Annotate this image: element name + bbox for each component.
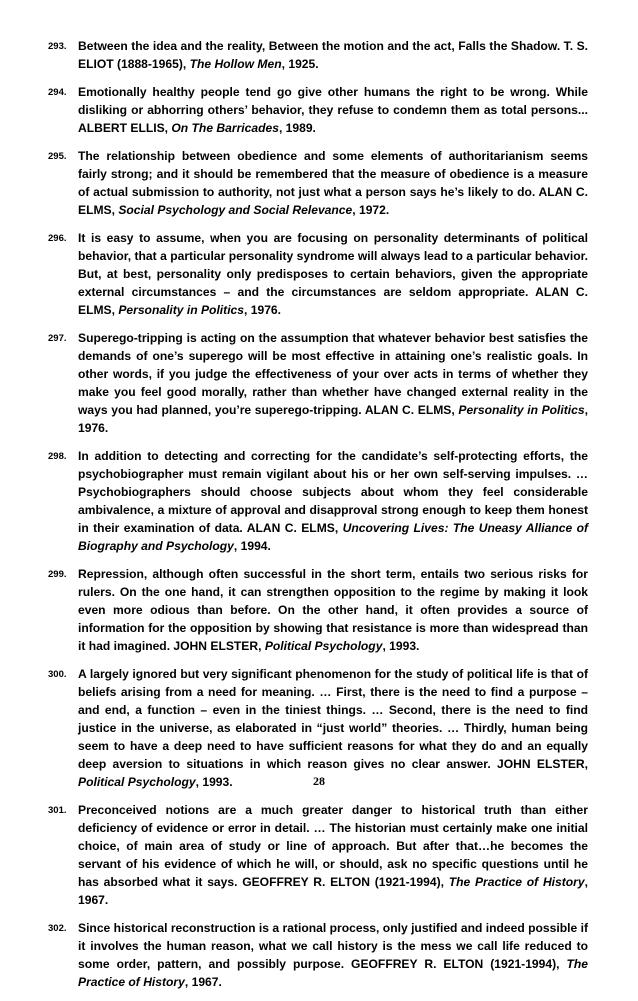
quote-year: , 1994. [233,539,271,553]
quote-entry-295 [48,147,588,219]
quote-entry-299 [48,565,588,655]
quote-entry-302 [48,919,588,991]
quote-text [78,565,588,655]
quote-text [78,665,588,791]
quote-number: 295. [48,151,67,162]
work-title: The Practice of History [448,875,585,889]
work-title: On The Barricades [171,121,279,135]
quote-body: Since historical reconstruction is a rational process, only justified and indeed possible if it involves the human reason, what we call history is the mess we call life reduced to some order, pattern, and possibly purpose. GEOFFREY R. ELTON (1921-1994), [78,921,588,971]
quote-number: 302. [48,923,67,934]
quote-body: A largely ignored but very significant phenomenon for the study of political life is that of beliefs arising from a need for meaning. … First, there is the need to find a purpose – and end, a function – even in the tiniest things. … Second, there is the need to find justice in the universe, as elaborated in “just world” theories. … Thirdly, human being seem to have a deep need to have sufficient reasons for what they do and an equally deep aversion to situations in which reason gives no clear answer. JOHN ELSTER, [78,667,588,771]
quote-text [78,83,588,137]
quote-text [78,801,588,909]
quote-entry-301 [48,801,588,909]
quote-text [78,37,588,73]
quote-year: , 1993. [195,775,233,789]
quote-number: 299. [48,569,67,580]
quote-year: , 1925. [281,57,319,71]
quote-entry-296 [48,229,588,319]
quote-number: 293. [48,41,67,52]
quote-body: Repression, although often successful in the short term, entails two serious risks for rulers. On the one hand, it can strengthen opposition to the regime by making it look even more odious than before. On the other hand, it often provides a source of information for the opposition by showing that resistance is more than widespread than it had imagined. JOHN ELSTER, [78,567,588,653]
quote-year: , 1972. [352,203,390,217]
work-title: Political Psychology [78,775,196,789]
quote-body: Emotionally healthy people tend go give other humans the right to be wrong. While disliking or abhorring others’ behavior, they refuse to condemn them as total persons... ALBERT ELLIS, [78,85,588,135]
quote-entry-300 [48,665,588,791]
work-title: Uncovering Lives: The Uneasy Alliance of Biography and Psychology [78,521,588,553]
work-title: The Hollow Men [189,57,282,71]
work-title: Personality in Politics [458,403,585,417]
work-title: Social Psychology and Social Relevance [118,203,353,217]
quote-entry-298 [48,447,588,555]
quote-entry-297 [48,329,588,437]
quote-body: Between the idea and the reality, Between the motion and the act, Falls the Shadow. T. S. ELIOT (1888-1965), [78,39,588,71]
quote-body: Superego-tripping is acting on the assumption that whatever behavior best satisfies the demands of one’s superego will be most effective in attaining one’s realistic goals. In other words, if you judge the effectiveness of your over acts in terms of whether they make you feel good morally, rather than whether have changed external reality in the ways you had planned, you’re superego-tripping. ALAN C. ELMS, [78,331,588,417]
quote-text [78,329,588,437]
page-number: 28 [313,774,325,788]
quote-body: The relationship between obedience and some elements of authoritarianism seems fairly strong; and it should be remembered that the measure of obedience is a measure of actual submission to authority, not just what a person says he’s likely to do. ALAN C. ELMS, [78,149,588,217]
work-title: Political Psychology [264,639,383,653]
quote-number: 300. [48,669,67,680]
quote-text [78,447,588,555]
quote-text [78,147,588,219]
quote-number: 294. [48,87,67,98]
quote-number: 297. [48,333,67,344]
quote-number: 301. [48,805,67,816]
quote-entry-294 [48,83,588,137]
work-title: The Practice of History [78,957,588,989]
quote-year: , 1976. [78,403,588,435]
quote-list [48,37,588,1001]
quote-text [78,919,588,991]
quote-entry-293 [48,37,588,73]
quote-year: , 1967. [78,875,588,907]
quote-year: , 1989. [278,121,316,135]
quote-body: Preconceived notions are a much greater danger to historical truth than either deficiency of evidence or error in detail. … The historian must certainly make one initial choice, of main area of study or line of approach. But after that…he becomes the servant of his evidence of which he will, or should, ask no specific questions until he has absorbed what it says. GEOFFREY R. ELTON (1921-1994), [78,803,588,889]
quote-body: It is easy to assume, when you are focusing on personality determinants of political behavior, that a particular personality syndrome will always lead to a particular behavior. But, at best, personality only predisposes to certain behaviors, given the appropriate external circumstances – and the circumstances are seldom appropriate. ALAN C. ELMS, [78,231,588,317]
quote-year: , 1976. [244,303,281,317]
quote-number: 298. [48,451,67,462]
quote-body: In addition to detecting and correcting for the candidate’s self-protecting efforts, the psychobiographer must remain vigilant about his or her own self-serving impulses. … Psychobiographers should choose subjects about whom they feel considerable ambivalence, a mixture of approval and disapproval strong enough to keep them honest in their examination of data. ALAN C. ELMS, [78,449,588,535]
work-title: Personality in Politics [118,303,245,317]
quote-text [78,229,588,319]
quote-year: , 1993. [382,639,420,653]
quote-year: , 1967. [184,975,222,989]
quote-number: 296. [48,233,67,244]
